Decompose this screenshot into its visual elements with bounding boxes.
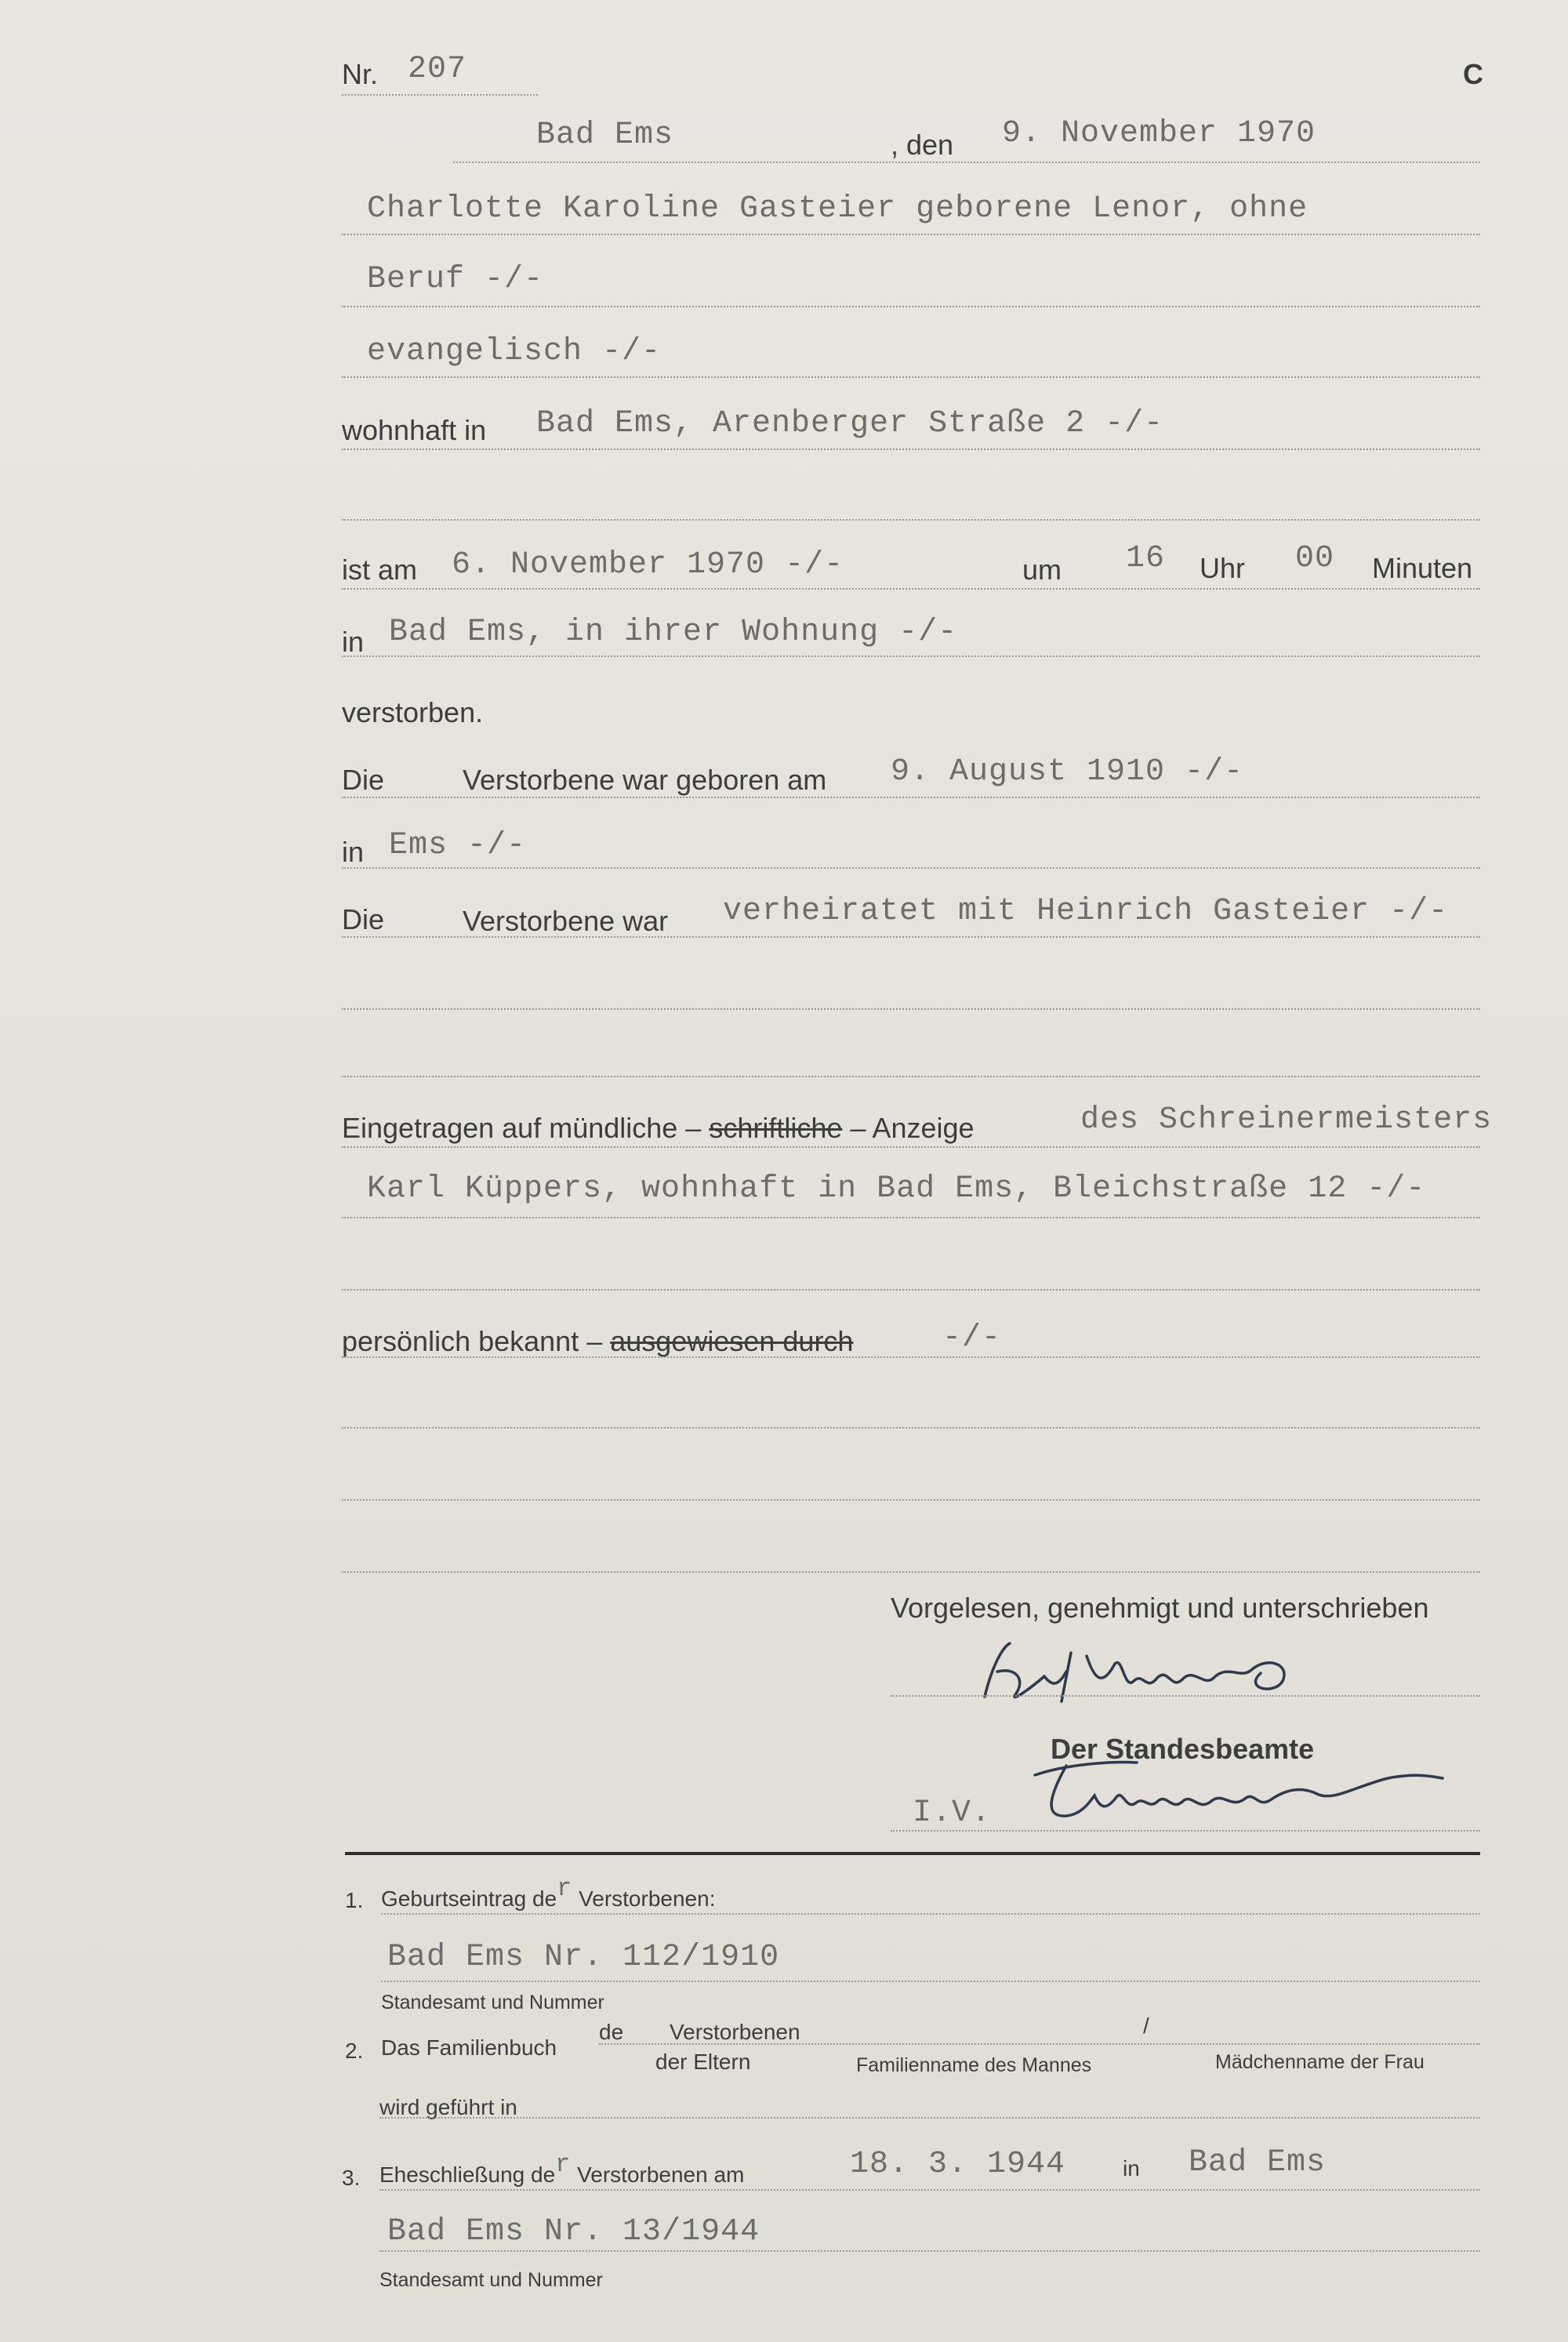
um-label: um <box>1022 554 1062 586</box>
death-date: 6. November 1970 -/- <box>452 547 844 583</box>
closing-formula: Vorgelesen, genehmigt und unterschrieben <box>891 1592 1429 1624</box>
item3-label <box>379 2150 745 2190</box>
verstorben-label: verstorben. <box>342 696 484 728</box>
line-marital <box>342 936 1480 938</box>
informant-details: Karl Küppers, wohnhaft in Bad Ems, Bleichstraße 12 -/- <box>367 1171 1426 1207</box>
informant-title: des Schreinermeisters <box>1080 1102 1493 1138</box>
identity-struck: ausgewiesen durch <box>610 1325 854 1357</box>
ist-am-label: ist am <box>342 554 418 586</box>
item2-label: Das Familienbuch <box>381 2035 557 2060</box>
marital-status: verheiratet mit Heinrich Gasteier -/- <box>723 894 1449 929</box>
line-signature-registrar <box>891 1830 1480 1832</box>
line-blank-4 <box>342 1289 1480 1291</box>
line-blank-1 <box>342 519 1480 521</box>
death-minutes: 00 <box>1295 541 1335 576</box>
record-number: 207 <box>408 52 467 87</box>
deceased-occupation: Beruf -/- <box>367 262 544 297</box>
line-identity <box>342 1356 1480 1358</box>
registry-place: Bad Ems <box>536 118 674 153</box>
registration-prefix: Eingetragen auf mündliche – <box>342 1112 702 1144</box>
minuten-label: Minuten <box>1372 552 1473 584</box>
item3-in: in <box>1123 2156 1140 2180</box>
deceased-address: Bad Ems, Arenberger Straße 2 -/- <box>536 406 1164 441</box>
death-in-label: in <box>342 626 365 658</box>
line-death-time <box>342 588 1480 590</box>
item2-verstorbenen: Verstorbenen <box>670 2020 800 2044</box>
line-signature-informant <box>891 1695 1480 1697</box>
deceased-religion: evangelisch -/- <box>367 334 662 369</box>
item1-sup: r <box>557 1874 573 1903</box>
line-blank-6 <box>342 1499 1480 1501</box>
item1-label-a: Geburtseintrag de <box>381 1886 557 1911</box>
line-person-2 <box>342 306 1480 307</box>
die-label-2: Die <box>342 903 385 935</box>
line-item1-value <box>381 1981 1480 1982</box>
die-label-1: Die <box>342 764 385 796</box>
line-item3-value <box>379 2250 1480 2252</box>
line-person-3 <box>342 376 1480 378</box>
item2-caption-wife: Mädchenname der Frau <box>1215 2051 1425 2073</box>
line-item1-label <box>381 1913 1480 1915</box>
uhr-label: Uhr <box>1200 552 1246 584</box>
item1-number: 1. <box>345 1888 364 1912</box>
marriage-register-entry: Bad Ems Nr. 13/1944 <box>387 2214 760 2249</box>
item3-caption: Standesamt und Nummer <box>379 2269 603 2291</box>
item3-label-a: Eheschließung de <box>379 2162 556 2187</box>
marriage-date: 18. 3. 1944 <box>850 2147 1066 2182</box>
line-birth-place <box>342 867 1480 869</box>
item2-gefuehrt: wird geführt in <box>379 2095 517 2119</box>
birth-place: Ems -/- <box>389 828 527 863</box>
identity-value: -/- <box>942 1320 1002 1356</box>
item2-slash: / <box>1143 2013 1149 2038</box>
den-label: , den <box>891 129 954 161</box>
item2-caption-husband: Familienname des Mannes <box>856 2054 1092 2076</box>
death-place: Bad Ems, in ihrer Wohnung -/- <box>389 615 958 650</box>
nr-label: Nr. <box>342 58 379 90</box>
line-person-1 <box>342 234 1480 235</box>
line-blank-3 <box>342 1076 1480 1077</box>
registration-line <box>342 1112 975 1145</box>
registry-date: 9. November 1970 <box>1002 116 1316 151</box>
line-address <box>342 448 1480 450</box>
informant-signature <box>969 1632 1377 1711</box>
registration-suffix: – Anzeige <box>850 1112 975 1144</box>
line-blank-7 <box>342 1571 1480 1573</box>
iv-label: I.V. <box>913 1796 992 1831</box>
line-blank-5 <box>342 1427 1480 1429</box>
item2-number: 2. <box>345 2039 364 2063</box>
item1-caption: Standesamt und Nummer <box>381 1992 604 2013</box>
birth-in-label: in <box>342 836 365 868</box>
birth-register-entry: Bad Ems Nr. 112/1910 <box>387 1940 780 1975</box>
line-registration <box>342 1146 1480 1148</box>
verstorbene-war-label: Verstorbene war <box>463 905 669 937</box>
corner-mark: C <box>1463 58 1483 90</box>
standesbeamte-label: Der Standesbeamte <box>1051 1733 1315 1765</box>
item3-sup: r <box>555 2150 572 2179</box>
line-informant <box>342 1217 1480 1218</box>
item2-eltern: der Eltern <box>655 2050 751 2074</box>
geboren-label: Verstorbene war geboren am <box>463 764 827 796</box>
date-line <box>453 162 1480 163</box>
identity-line <box>342 1325 853 1358</box>
wohnhaft-label: wohnhaft in <box>342 414 487 446</box>
item2-de: de <box>599 2020 624 2044</box>
item3-number: 3. <box>342 2166 361 2190</box>
nr-line <box>342 94 538 96</box>
item1-label-b: Verstorbenen: <box>579 1886 716 1911</box>
death-hour: 16 <box>1126 541 1166 576</box>
line-blank-2 <box>342 1008 1480 1010</box>
item1-label <box>381 1874 716 1914</box>
line-item2-gefuehrt <box>379 2117 1480 2119</box>
registrar-signature <box>1019 1747 1458 1833</box>
birth-date: 9. August 1910 -/- <box>891 754 1244 790</box>
line-item2 <box>599 2043 1480 2045</box>
identity-prefix: persönlich bekannt – <box>342 1325 603 1357</box>
item3-label-b: Verstorbenen am <box>577 2162 745 2187</box>
marriage-place: Bad Ems <box>1189 2145 1327 2180</box>
line-item3 <box>379 2189 1480 2191</box>
section-divider <box>345 1852 1480 1855</box>
registration-struck: schriftliche <box>709 1112 843 1144</box>
deceased-name: Charlotte Karoline Gasteier geborene Lenor, ohne <box>367 191 1308 227</box>
line-birth <box>342 797 1480 798</box>
line-death-place <box>342 655 1480 657</box>
